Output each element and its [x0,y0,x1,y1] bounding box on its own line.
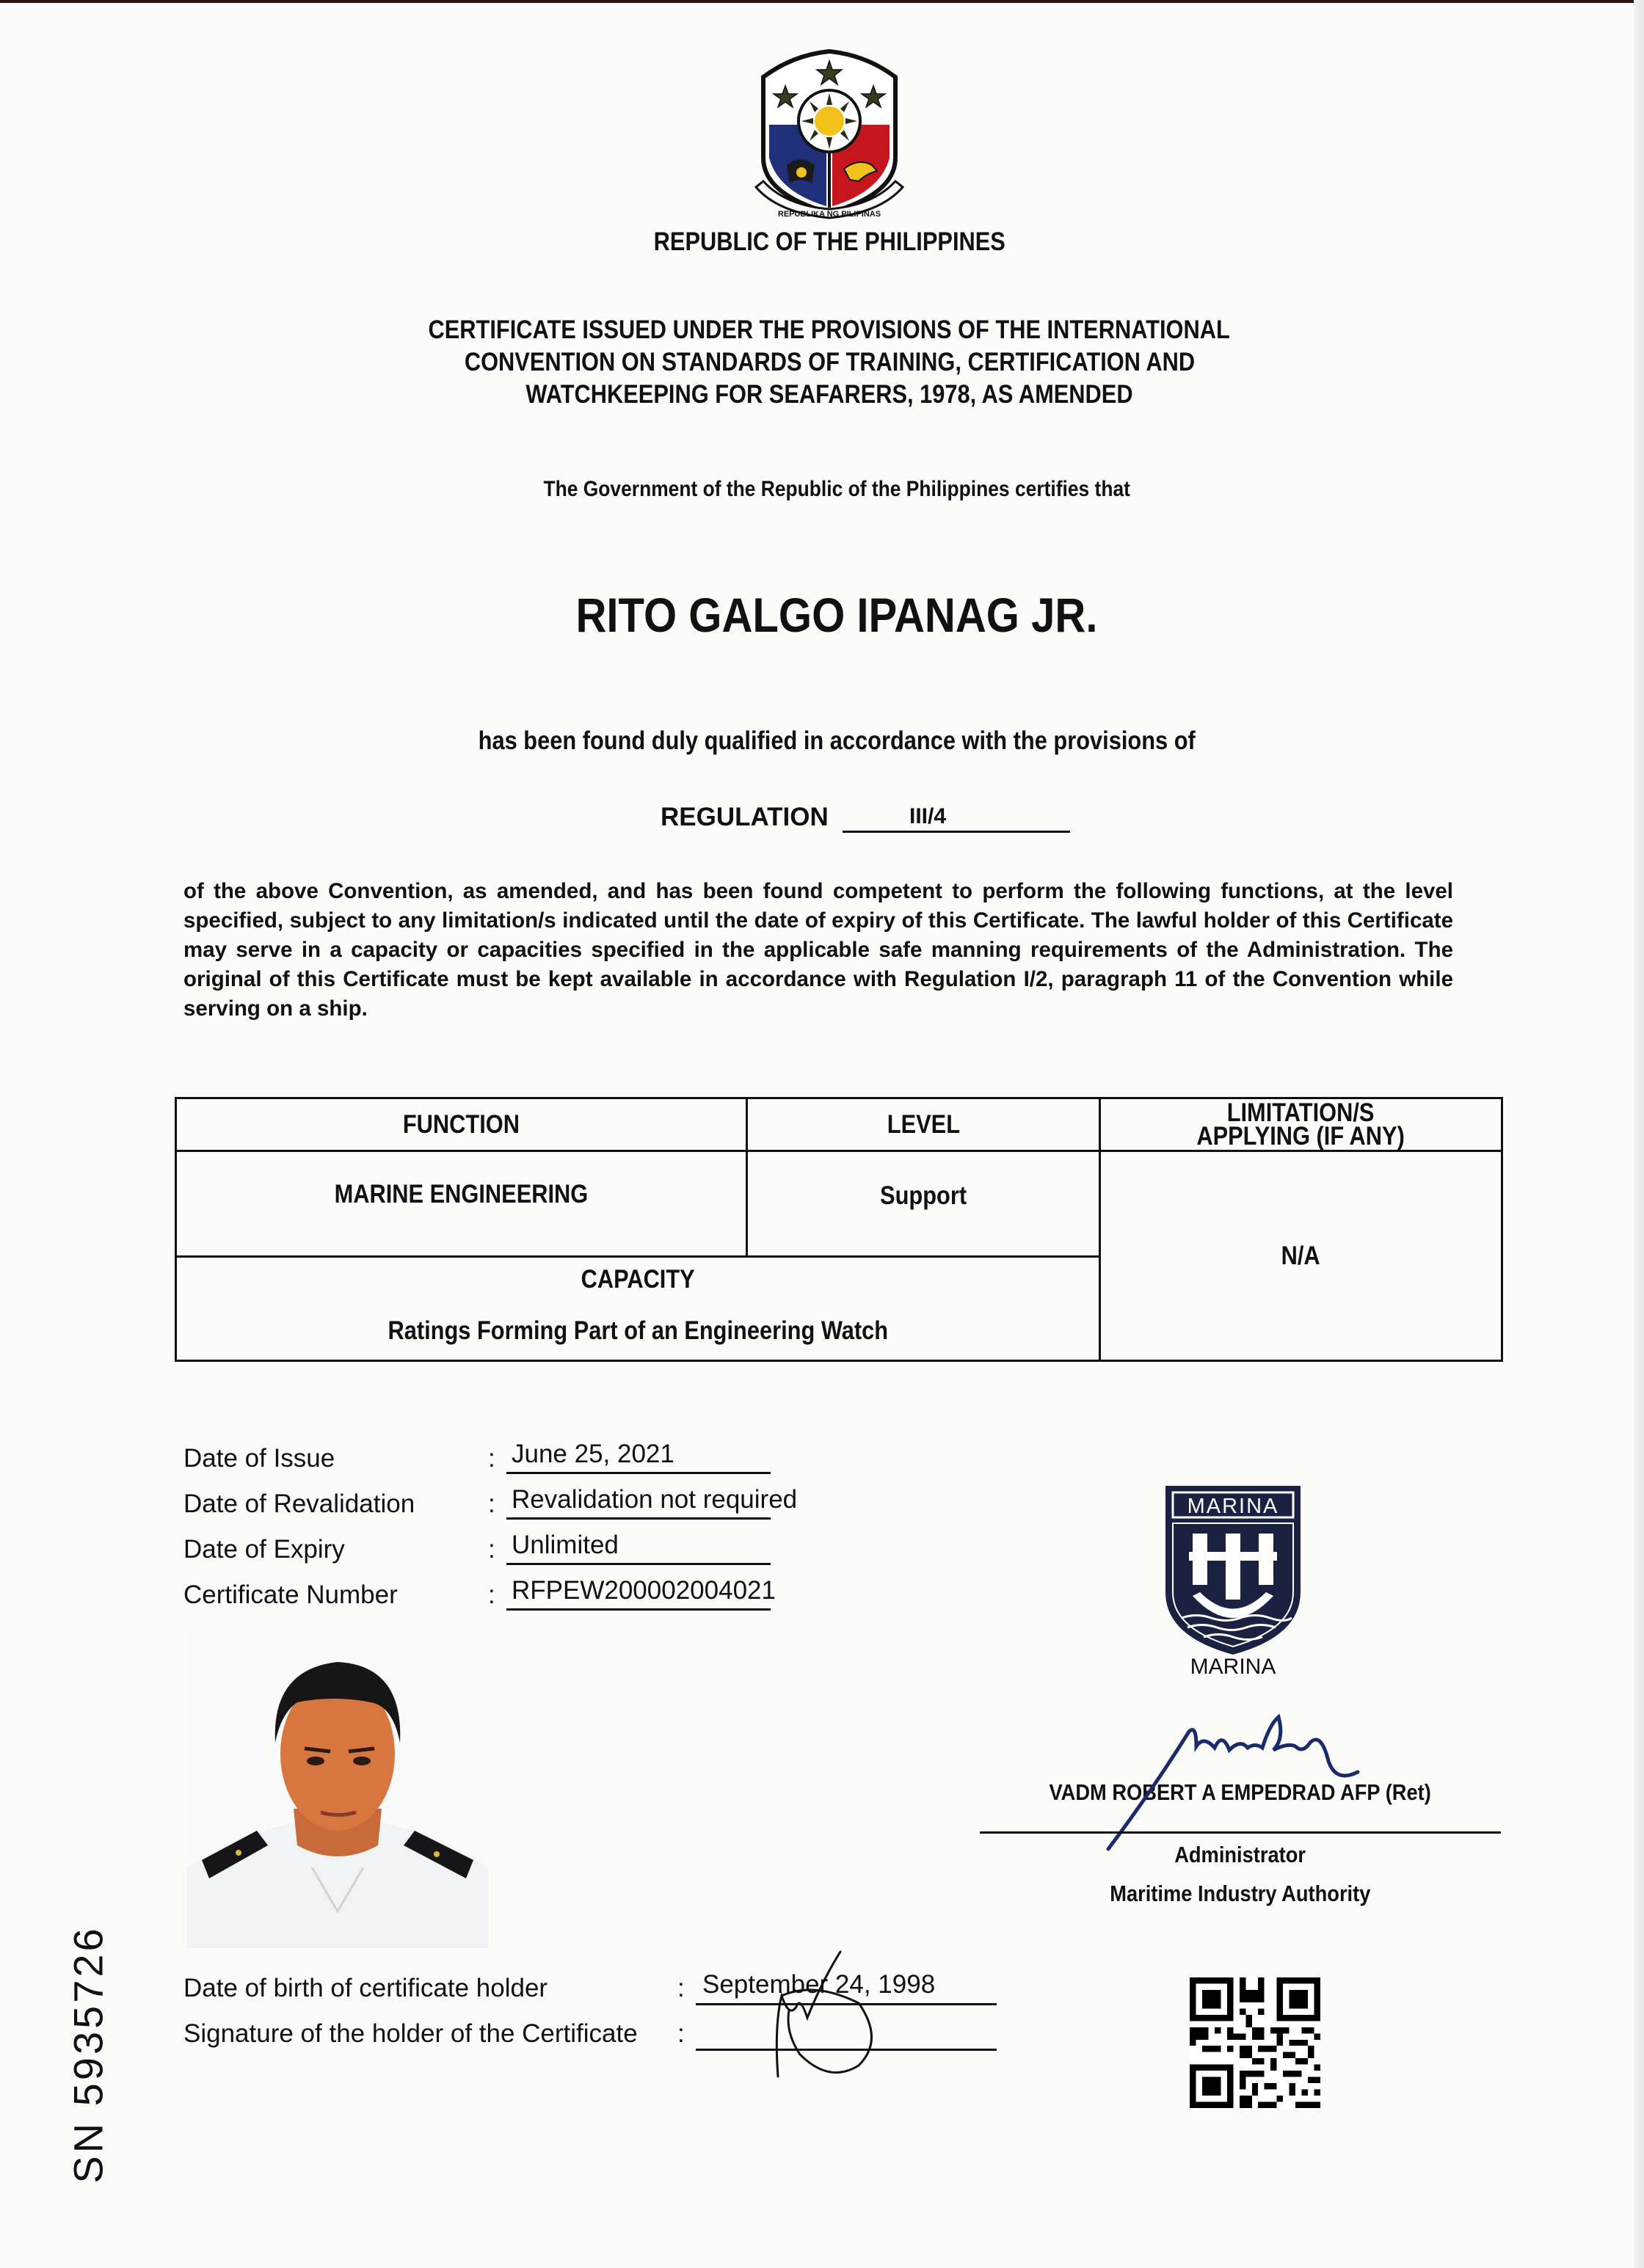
country-title: REPUBLIC OF THE PHILIPPINES [653,227,1005,256]
certifies-intro: The Government of the Republic of the Philippines certifies that [543,477,1130,501]
scan-right-edge [1634,0,1644,2268]
svg-text:MARINA: MARINA [1187,1495,1279,1518]
marina-label: MARINA [1190,1655,1276,1679]
detail-colon: : [488,1580,495,1609]
certificate-heading [308,314,1350,411]
header-limitations: LIMITATION/S APPLYING (IF ANY) [1196,1098,1405,1151]
detail-colon: : [488,1444,495,1473]
signature-line [980,1831,1501,1834]
detail-label: Date of Expiry [183,1535,345,1564]
detail-underline [506,1563,771,1565]
competency-statement: of the above Convention, as amended, and has been found competent to perform the following functions, at the level specified, subject to any limitation/s indicated until the date of expiry of this Certificate. The lawful holder of this Certificate may serve in a capacity or capacities specified in the applicable safe manning requirements of the Administration. The original of this Certificate must be kept available in accordance with Regulation I/2, paragraph 11 of the Convention while serving on a ship. [183,879,1453,1021]
detail-label: Certificate Number [183,1580,398,1609]
heading-line: CONVENTION ON STANDARDS OF TRAINING, CERTIFICATION AND [464,348,1195,376]
dob-value: September 24, 1998 [702,1970,936,1999]
detail-underline [506,1608,771,1611]
holder-signature-label: Signature of the holder of the Certificate [183,2019,638,2048]
header-function: FUNCTION [402,1109,520,1139]
serial-number: SN 5935726 [65,1925,112,2184]
marina-logo [1160,1482,1306,1658]
detail-value: Revalidation not required [512,1485,798,1514]
detail-value: RFPEW200002004021 [512,1576,776,1605]
holder-signature [756,1937,917,2084]
heading-line: WATCHKEEPING FOR SEAFARERS, 1978, AS AMENDED [525,380,1133,409]
signatory-name: VADM ROBERT A EMPEDRAD AFP (Ret) [1049,1779,1432,1805]
qr-code [1189,1977,1321,2108]
function-value: MARINE ENGINEERING [334,1180,589,1208]
capacity-value: Ratings Forming Part of an Engineering Watch [388,1316,888,1345]
philippine-coat-of-arms [749,48,910,224]
detail-colon: : [488,1535,495,1564]
header-level: LEVEL [887,1109,960,1139]
regulation-underline [843,831,1070,833]
capacity-label: CAPACITY [581,1265,695,1294]
regulation-label: REGULATION [661,803,829,831]
holder-name: RITO GALGO IPANAG JR. [575,588,1098,642]
signatory-organization: Maritime Industry Authority [1110,1881,1371,1906]
scan-top-edge [0,0,1644,3]
limitations-value: N/A [1281,1241,1321,1270]
table-border [1501,1097,1503,1362]
detail-underline [506,1517,771,1520]
holder-photo [187,1625,488,1948]
detail-value: June 25, 2021 [512,1440,674,1468]
detail-colon: : [488,1489,495,1518]
heading-line: CERTIFICATE ISSUED UNDER THE PROVISIONS OF THE INTERNATIONAL [428,316,1231,344]
regulation-value: III/4 [909,804,947,828]
holder-signature-colon: : [677,2019,685,2048]
dob-label: Date of birth of certificate holder [183,1974,548,2002]
qualified-statement: has been found duly qualified in accordance with the provisions of [478,726,1196,755]
detail-label: Date of Issue [183,1444,335,1473]
detail-underline [506,1472,771,1474]
level-value: Support [879,1181,967,1210]
detail-label: Date of Revalidation [183,1489,415,1518]
regulation-row [587,800,1101,836]
table-border [175,1360,1503,1362]
svg-text:REPUBLIKA NG PILIPINAS: REPUBLIKA NG PILIPINAS [777,210,881,219]
function-table [175,1097,1503,1361]
dob-colon: : [677,1974,685,2002]
detail-value: Unlimited [512,1531,619,1559]
signatory-title: Administrator [1174,1842,1306,1867]
